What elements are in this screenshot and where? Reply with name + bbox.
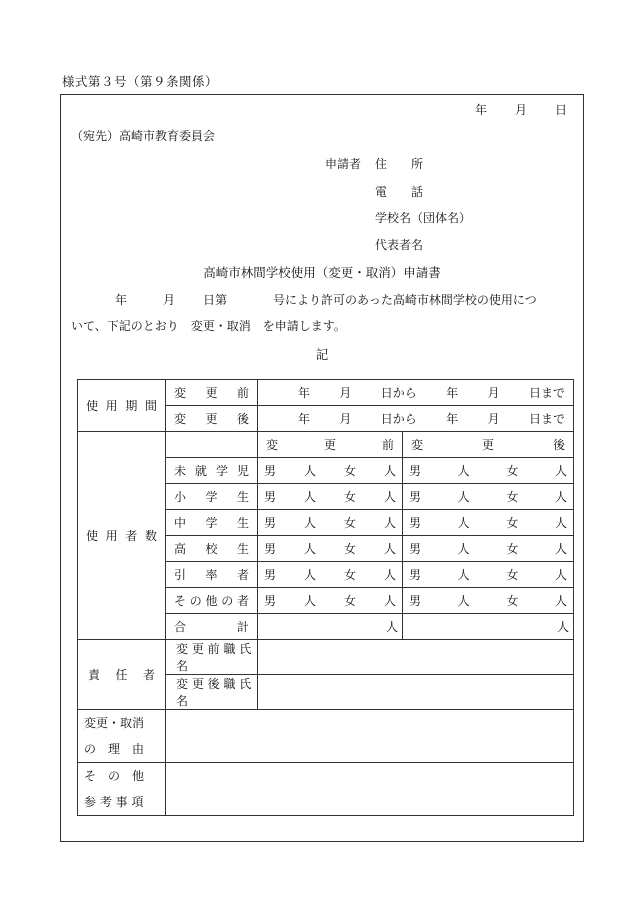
form-frame <box>60 94 584 842</box>
applicant-label: 申請者 <box>325 157 362 171</box>
reason-row <box>78 710 574 763</box>
category-char: 生 <box>236 516 249 530</box>
period-after-label <box>166 406 258 432</box>
period-before-label <box>166 380 258 406</box>
count-after[interactable] <box>403 510 574 536</box>
count-part: 人 <box>457 568 470 582</box>
category-char: 未 <box>174 464 187 478</box>
other-label-line2: 参 考 事 項 <box>84 795 144 809</box>
count-part: 男 <box>264 490 277 504</box>
count-part: 女 <box>506 568 519 582</box>
users-label-char: 者 <box>125 529 138 543</box>
count-part: 女 <box>506 490 519 504</box>
users-header-after <box>403 432 574 458</box>
date-year: 年 <box>474 103 487 117</box>
count-part: 男 <box>264 516 277 530</box>
addressee: （宛先）高崎市教育委員会 <box>71 129 216 143</box>
count-part: 女 <box>506 464 519 478</box>
count-part: 人 <box>303 464 316 478</box>
count-part: 人 <box>303 516 316 530</box>
category-char: そ <box>174 594 187 608</box>
period-after-char: 更 <box>205 412 218 426</box>
count-part: 男 <box>264 542 277 556</box>
count-after[interactable] <box>403 458 574 484</box>
count-part: 男 <box>409 542 422 556</box>
count-part: 女 <box>343 542 356 556</box>
total-before[interactable]: 人 <box>258 614 403 640</box>
count-part: 男 <box>264 594 277 608</box>
total-label <box>166 614 258 640</box>
applicant-representative: 代表者名 <box>375 238 424 252</box>
count-after[interactable] <box>403 536 574 562</box>
category-char: 児 <box>236 464 249 478</box>
period-part: 年 <box>298 386 311 400</box>
count-part: 人 <box>457 594 470 608</box>
count-before[interactable] <box>258 588 403 614</box>
count-part: 人 <box>303 490 316 504</box>
application-table <box>77 379 574 816</box>
count-part: 人 <box>554 490 567 504</box>
count-part: 男 <box>409 516 422 530</box>
user-category <box>166 458 258 484</box>
responsible-label-char: 任 <box>115 668 128 682</box>
period-part: 日から <box>380 386 417 400</box>
responsible-label-char: 者 <box>142 668 155 682</box>
count-part: 人 <box>383 594 396 608</box>
count-after[interactable] <box>403 484 574 510</box>
count-part: 人 <box>554 464 567 478</box>
count-part: 人 <box>383 464 396 478</box>
period-before-char: 変 <box>174 386 187 400</box>
user-category <box>166 562 258 588</box>
ki-heading: 記 <box>315 347 329 362</box>
period-before-value[interactable] <box>258 380 574 406</box>
category-char: 生 <box>236 542 249 556</box>
user-category <box>166 484 258 510</box>
reason-label <box>78 710 166 763</box>
body-line1-rest: 号により許可のあった高崎市林間学校の使用につ <box>273 293 537 307</box>
header-before-char: 前 <box>381 438 394 452</box>
period-part: 月 <box>487 386 500 400</box>
category-char: 小 <box>174 490 187 504</box>
other-label-line1: そ の 他 <box>84 769 145 783</box>
period-before-row <box>78 380 574 406</box>
count-part: 人 <box>303 568 316 582</box>
count-part: 男 <box>264 568 277 582</box>
count-part: 男 <box>409 594 422 608</box>
users-label-char: 用 <box>105 529 118 543</box>
period-after-value[interactable] <box>258 406 574 432</box>
responsible-after-label: 変 更 後 職 氏 名 <box>166 675 258 710</box>
form-label: 様式第３号（第９条関係） <box>62 74 219 89</box>
date-month: 月 <box>514 103 527 117</box>
responsible-before-label: 変 更 前 職 氏 名 <box>166 640 258 675</box>
count-part: 人 <box>303 542 316 556</box>
applicant-school: 学校名（団体名） <box>375 211 472 225</box>
category-char: の <box>221 594 234 608</box>
count-part: 女 <box>343 490 356 504</box>
count-part: 女 <box>506 594 519 608</box>
header-before-char: 変 <box>266 438 279 452</box>
applicant-address: 住 所 <box>375 157 424 171</box>
responsible-before-row <box>78 640 574 675</box>
period-label-char: 用 <box>105 399 118 413</box>
header-after-char: 後 <box>552 438 565 452</box>
count-before[interactable] <box>258 510 403 536</box>
category-char: の <box>189 594 202 608</box>
period-label <box>78 380 166 432</box>
count-part: 人 <box>554 594 567 608</box>
responsible-label <box>78 640 166 710</box>
total-after[interactable]: 人 <box>403 614 574 640</box>
applicant-phone: 電 話 <box>375 185 424 199</box>
period-after-char: 後 <box>236 412 249 426</box>
count-part: 女 <box>343 464 356 478</box>
period-before-char: 前 <box>236 386 249 400</box>
period-after-char: 変 <box>174 412 187 426</box>
category-char: 率 <box>205 568 218 582</box>
period-label-char: 期 <box>125 399 138 413</box>
body-line-2: いて、下記のとおり 変更・取消 を申請します。 <box>71 319 346 333</box>
users-label <box>78 432 166 640</box>
users-label-char: 使 <box>86 529 99 543</box>
date-day: 日 <box>554 103 567 117</box>
category-char: 者 <box>236 594 249 608</box>
reason-label-line2: の 理 由 <box>84 742 145 756</box>
count-part: 女 <box>506 516 519 530</box>
body-month: 月 <box>163 293 176 307</box>
count-before[interactable] <box>258 458 403 484</box>
header-before-char: 更 <box>323 438 336 452</box>
responsible-label-char: 責 <box>88 668 101 682</box>
category-char: 就 <box>194 464 207 478</box>
category-char: 校 <box>205 542 218 556</box>
users-header-blank <box>166 432 258 458</box>
period-part: 年 <box>446 386 459 400</box>
users-label-char: 数 <box>144 529 157 543</box>
period-before-char: 更 <box>205 386 218 400</box>
category-char: 学 <box>205 516 218 530</box>
category-char: 他 <box>205 594 218 608</box>
other-label <box>78 763 166 816</box>
responsible-before-value[interactable] <box>258 640 574 675</box>
count-part: 人 <box>554 516 567 530</box>
count-before[interactable] <box>258 484 403 510</box>
header-after-char: 更 <box>481 438 494 452</box>
count-part: 人 <box>383 542 396 556</box>
count-part: 女 <box>506 542 519 556</box>
count-part: 人 <box>457 490 470 504</box>
date-line <box>475 101 567 118</box>
total-label-char: 計 <box>236 620 249 634</box>
body-line-1 <box>61 291 583 308</box>
total-label-char: 合 <box>174 620 187 634</box>
users-header-row <box>78 432 574 458</box>
category-char: 引 <box>174 568 187 582</box>
category-char: 者 <box>236 568 249 582</box>
category-char: 学 <box>205 490 218 504</box>
count-part: 人 <box>457 464 470 478</box>
responsible-after-value[interactable] <box>258 675 574 710</box>
period-part: 月 <box>487 412 500 426</box>
count-part: 人 <box>554 568 567 582</box>
category-char: 学 <box>215 464 228 478</box>
count-part: 人 <box>303 594 316 608</box>
period-part: 月 <box>339 412 352 426</box>
count-part: 男 <box>409 568 422 582</box>
period-part: 日まで <box>528 412 565 426</box>
header-after-char: 変 <box>411 438 424 452</box>
count-after[interactable] <box>403 562 574 588</box>
count-part: 人 <box>457 516 470 530</box>
other-value[interactable] <box>166 763 574 816</box>
count-part: 男 <box>409 464 422 478</box>
period-part: 日から <box>380 412 417 426</box>
count-part: 女 <box>343 568 356 582</box>
reason-label-line1: 変更・取消 <box>84 716 145 730</box>
count-part: 人 <box>383 568 396 582</box>
count-part: 女 <box>343 594 356 608</box>
user-category <box>166 536 258 562</box>
count-part: 女 <box>343 516 356 530</box>
period-part: 年 <box>446 412 459 426</box>
body-day-no: 日第 <box>203 293 228 307</box>
page-title: 高崎市林間学校使用（変更・取消）申請書 <box>203 265 441 280</box>
count-before[interactable] <box>258 536 403 562</box>
category-char: 中 <box>174 516 187 530</box>
period-part: 日まで <box>528 386 565 400</box>
count-after[interactable] <box>403 588 574 614</box>
count-part: 男 <box>409 490 422 504</box>
count-part: 人 <box>457 542 470 556</box>
period-label-char: 間 <box>144 399 157 413</box>
category-char: 生 <box>236 490 249 504</box>
period-part: 月 <box>339 386 352 400</box>
count-before[interactable] <box>258 562 403 588</box>
period-part: 年 <box>298 412 311 426</box>
other-row <box>78 763 574 816</box>
count-part: 人 <box>383 490 396 504</box>
category-char: 高 <box>174 542 187 556</box>
period-label-char: 使 <box>86 399 99 413</box>
count-part: 人 <box>554 542 567 556</box>
count-part: 人 <box>383 516 396 530</box>
user-category <box>166 588 258 614</box>
reason-value[interactable] <box>166 710 574 763</box>
body-year: 年 <box>115 293 128 307</box>
count-part: 男 <box>264 464 277 478</box>
users-header-before <box>258 432 403 458</box>
user-category <box>166 510 258 536</box>
